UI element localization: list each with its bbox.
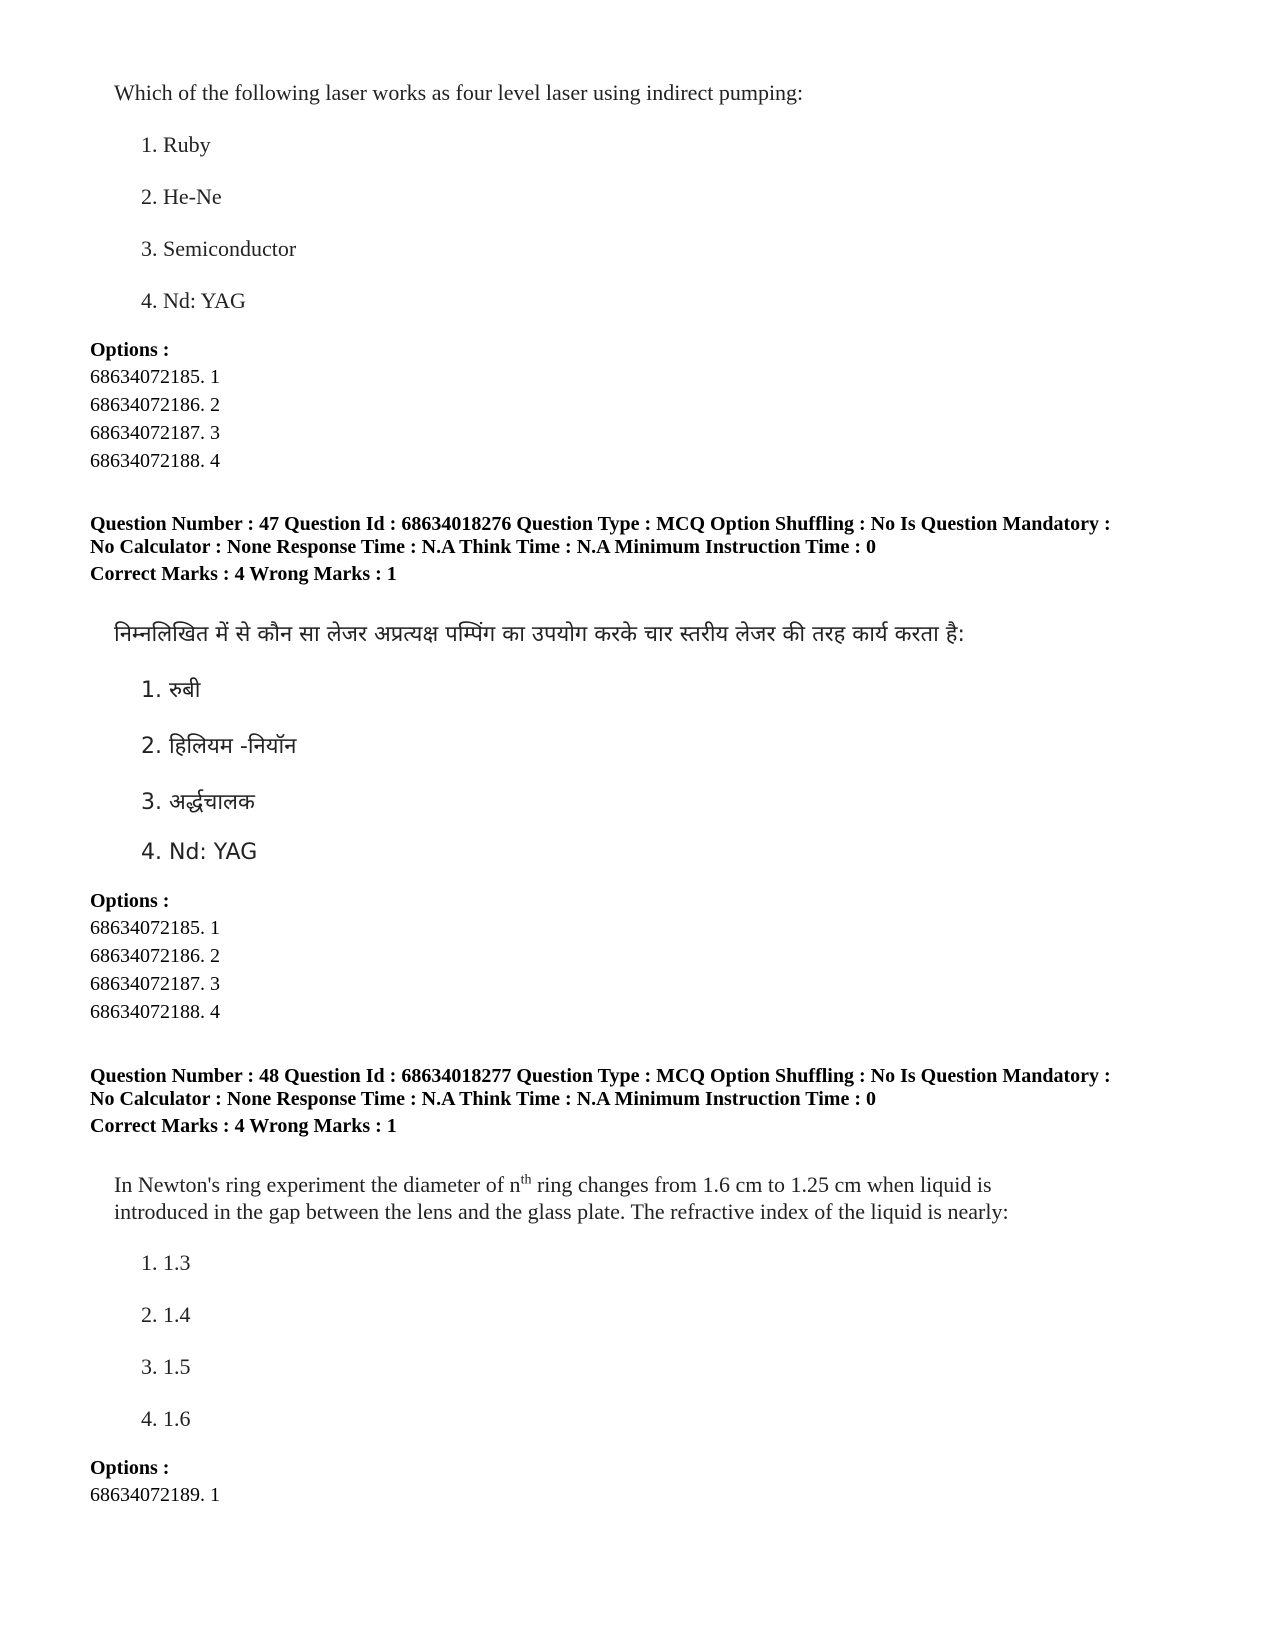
question-47-text: निम्नलिखित में से कौन सा लेजर अप्रत्यक्ष पम्पिंग का उपयोग करके चार स्तरीय लेजर की तरह कार्य करता है: [114, 622, 965, 647]
question-46-option-4: 68634072188. 4 [90, 450, 220, 472]
question-48-meta-line-2: No Calculator : None Response Time : N.A Think Time : N.A Minimum Instruction Time : 0 [90, 1088, 876, 1110]
question-47-option-3: 68634072187. 3 [90, 973, 220, 995]
question-47-marks: Correct Marks : 4 Wrong Marks : 1 [90, 563, 397, 585]
question-47-choice-3: 3. अर्द्धचालक [141, 790, 255, 815]
question-46-choice-3: 3. Semiconductor [141, 236, 297, 261]
question-48-choice-2: 2. 1.4 [141, 1302, 191, 1327]
question-46-option-1: 68634072185. 1 [90, 366, 220, 388]
question-47-option-2: 68634072186. 2 [90, 945, 220, 967]
question-47-choice-1: 1. रुबी [141, 678, 201, 703]
question-47-choice-2: 2. हिलियम -नियॉन [141, 734, 297, 759]
question-46-choice-4: 4. Nd: YAG [141, 288, 246, 313]
question-48-text-part-1: In Newton's ring experiment the diameter of n [114, 1172, 521, 1197]
question-48-choice-3: 3. 1.5 [141, 1354, 191, 1379]
question-48-choice-1: 1. 1.3 [141, 1250, 191, 1275]
question-48-option-1: 68634072189. 1 [90, 1484, 220, 1506]
question-48-options-label: Options : [90, 1457, 170, 1479]
question-47-meta-line-1: Question Number : 47 Question Id : 68634018276 Question Type : MCQ Option Shuffling : No Is Question Mandatory : [90, 513, 1111, 535]
question-48-choice-4: 4. 1.6 [141, 1406, 191, 1431]
question-46-option-3: 68634072187. 3 [90, 422, 220, 444]
question-46-option-2: 68634072186. 2 [90, 394, 220, 416]
question-47-option-4: 68634072188. 4 [90, 1001, 220, 1023]
question-47-options-label: Options : [90, 890, 170, 912]
question-48-meta-line-1: Question Number : 48 Question Id : 68634018277 Question Type : MCQ Option Shuffling : No Is Question Mandatory : [90, 1065, 1111, 1087]
question-47-meta-line-2: No Calculator : None Response Time : N.A Think Time : N.A Minimum Instruction Time : 0 [90, 536, 876, 558]
question-48-text-superscript: th [520, 1172, 532, 1188]
question-48-text-line-2: introduced in the gap between the lens and the glass plate. The refractive index of the liquid is nearly: [114, 1199, 1009, 1224]
question-48-marks: Correct Marks : 4 Wrong Marks : 1 [90, 1115, 397, 1137]
question-46-choice-1: 1. Ruby [141, 132, 211, 157]
question-47-option-1: 68634072185. 1 [90, 917, 220, 939]
question-47-choice-4: 4. Nd: YAG [141, 840, 258, 865]
question-46-text: Which of the following laser works as four level laser using indirect pumping: [114, 80, 804, 105]
question-46-choice-2: 2. He-Ne [141, 184, 222, 209]
question-46-options-label: Options : [90, 339, 170, 361]
question-48-text-line-1 [114, 1172, 992, 1198]
question-48-text-part-2: ring changes from 1.6 cm to 1.25 cm when liquid is [531, 1172, 992, 1197]
